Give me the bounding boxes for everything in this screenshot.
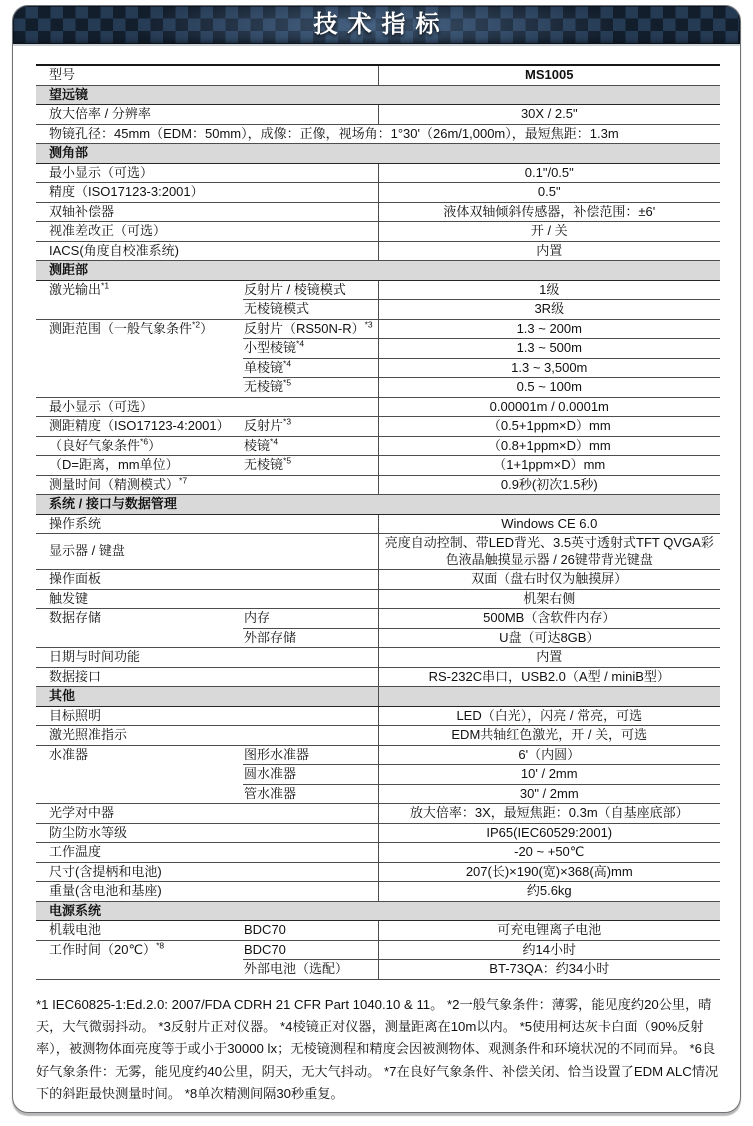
spec-value: 0.1"/0.5" (378, 163, 720, 183)
spec-sublabel: 反射片（RS50N-R）$^{*3}$ (243, 319, 378, 339)
spec-row (36, 456, 720, 476)
spec-value: 207(长)×190(宽)×368(高)mm (378, 862, 720, 882)
spec-label: 激光照准指示 (36, 726, 378, 746)
spec-row (36, 706, 720, 726)
spec-value: （0.5+1ppm×D）mm (378, 417, 720, 437)
section-row (36, 261, 720, 281)
spec-row (36, 163, 720, 183)
spec-value: MS1005 (378, 65, 720, 85)
spec-label: 最小显示（可选） (36, 163, 378, 183)
spec-value: BT-73QA：约34小时 (378, 960, 720, 980)
spec-table (36, 64, 720, 980)
spec-label: 测距范围（一般气象条件$^{*2}$） (36, 319, 243, 397)
spec-row (36, 648, 720, 668)
spec-label: 尺寸(含提柄和电池) (36, 862, 378, 882)
spec-value: 30" / 2mm (378, 784, 720, 804)
spec-label: 视准差改正（可选） (36, 222, 378, 242)
spec-value: 可充电锂离子电池 (378, 921, 720, 941)
spec-row (36, 843, 720, 863)
spec-value: IP65(IEC60529:2001) (378, 823, 720, 843)
spec-label: 工作时间（20℃）$^{*8}$ (36, 940, 243, 979)
spec-label: 工作温度 (36, 843, 378, 863)
spec-label: 目标照明 (36, 706, 378, 726)
spec-sublabel: 反射片 / 棱镜模式 (243, 280, 378, 300)
spec-row (36, 65, 720, 85)
spec-row (36, 183, 720, 203)
spec-label: 操作面板 (36, 570, 378, 590)
spec-row (36, 921, 720, 941)
footnote-marker: *1 (101, 280, 110, 291)
spec-value: 6'（内圆） (378, 745, 720, 765)
spec-value: 500MB（含软件内存） (378, 609, 720, 629)
spec-row (36, 726, 720, 746)
spec-row (36, 475, 720, 495)
spec-sublabel: 棱镜$^{*4}$ (243, 436, 378, 456)
section-header: 测距部 (36, 261, 720, 281)
section-header: 其他 (36, 687, 378, 707)
spec-row (36, 222, 720, 242)
spec-label: 精度（ISO17123-3:2001） (36, 183, 378, 203)
spec-value: 内置 (378, 648, 720, 668)
footnote-marker: *4 (270, 436, 279, 447)
section-header: 测角部 (36, 144, 720, 164)
footnote-marker: *6 (140, 436, 149, 447)
spec-value: 机架右侧 (378, 589, 720, 609)
footnotes: *1 IEC60825-1:Ed.2.0: 2007/FDA CDRH 21 CFR Part 1040.10 & 11。 *2一般气象条件：薄雾，能见度约20公里，晴天，大气微弱抖动。 *3反射片正对仪器。 *4棱镜正对仪器，测量距离在10m以内。 *5使用柯达灰卡白面（90%反射率），被测物体面亮度等于或小于30000 lx；无棱镜测程和精度会因被测物体、观测条件和环境状况的不同而异。 *6良好气象条件：无雾，能见度约40公里，阴天，无大气抖动。 *7在良好气象条件、补偿关闭、恰当设置了EDM ALC情况下的斜距最快测量时间。 *8单次精测间隔30秒重复。 (36, 996, 719, 1102)
spec-row (36, 436, 720, 456)
spec-label: 测量时间（精测模式）$^{*7}$ (36, 475, 378, 495)
section-header: 望远镜 (36, 85, 720, 105)
spec-label: （良好气象条件$^{*6}$） (36, 436, 243, 456)
spec-sublabel: 管水准器 (243, 784, 378, 804)
spec-value: 约5.6kg (378, 882, 720, 902)
spec-value: 开 / 关 (378, 222, 720, 242)
spec-label: 日期与时间功能 (36, 648, 378, 668)
spec-value: （1+1ppm×D）mm (378, 456, 720, 476)
spec-row (36, 534, 720, 570)
section-header: 系统 / 接口与数据管理 (36, 495, 720, 515)
spec-value: 0.00001m / 0.0001m (378, 397, 720, 417)
spec-row (36, 397, 720, 417)
spec-value: 1.3 ~ 500m (378, 339, 720, 359)
spec-value: 3R级 (378, 300, 720, 320)
spec-sublabel: 无棱镜$^{*5}$ (243, 378, 378, 398)
footnote-marker: *3 (364, 319, 373, 330)
page-title: 技术指标 (313, 11, 450, 38)
spec-sublabel: BDC70 (243, 940, 378, 960)
spec-value: 内置 (378, 241, 720, 261)
spec-label: 重量(含电池和基座) (36, 882, 378, 902)
spec-label: 光学对中器 (36, 804, 378, 824)
section-row (36, 495, 720, 515)
spec-value: 0.5 ~ 100m (378, 378, 720, 398)
spec-fullrow: 物镜孔径：45mm（EDM：50mm），成像：正像，视场角：1°30'（26m/1,000m），最短焦距：1.3m (36, 124, 720, 144)
spec-value: 1.3 ~ 200m (378, 319, 720, 339)
section-header: 电源系统 (36, 901, 720, 921)
spec-sublabel: 外部存储 (243, 628, 378, 648)
spec-sublabel: 反射片$^{*3}$ (243, 417, 378, 437)
spec-value: 液体双轴倾斜传感器，补偿范围：±6' (378, 202, 720, 222)
spec-row (36, 280, 720, 300)
footnote-marker: *8 (156, 940, 165, 951)
spec-label: 双轴补偿器 (36, 202, 378, 222)
spec-label: 激光输出$^{*1}$ (36, 280, 243, 319)
spec-value: （0.8+1ppm×D）mm (378, 436, 720, 456)
spec-row (36, 589, 720, 609)
section-row (36, 85, 720, 105)
spec-row (36, 804, 720, 824)
spec-row (36, 940, 720, 960)
spec-value: 30X / 2.5" (378, 105, 720, 125)
header-banner (13, 6, 740, 46)
section-row (36, 144, 720, 164)
spec-label: 最小显示（可选） (36, 397, 378, 417)
spec-value: 0.9秒(初次1.5秒) (378, 475, 720, 495)
footnote-marker: *7 (179, 475, 188, 486)
spec-row (36, 417, 720, 437)
spec-value: -20 ~ +50℃ (378, 843, 720, 863)
footnote-marker: *5 (283, 377, 292, 388)
spec-row (36, 105, 720, 125)
spec-value: 1级 (378, 280, 720, 300)
spec-label: 机载电池 (36, 921, 243, 941)
spec-row (36, 241, 720, 261)
spec-sublabel: 单棱镜$^{*4}$ (243, 358, 378, 378)
spec-sublabel: 无棱镜$^{*5}$ (243, 456, 378, 476)
spec-label: 测距精度（ISO17123-4:2001） (36, 417, 243, 437)
spec-value: 0.5" (378, 183, 720, 203)
spec-row (36, 570, 720, 590)
spec-row (36, 862, 720, 882)
spec-value: 约14小时 (378, 940, 720, 960)
spec-sheet-card (12, 5, 741, 1113)
spec-sublabel: 内存 (243, 609, 378, 629)
spec-label: 放大倍率 / 分辨率 (36, 105, 378, 125)
spec-row (36, 667, 720, 687)
spec-label: 防尘防水等级 (36, 823, 378, 843)
spec-value: Windows CE 6.0 (378, 514, 720, 534)
spec-row (36, 124, 720, 144)
footnote-marker: *2 (192, 319, 201, 330)
spec-value: 10' / 2mm (378, 765, 720, 785)
spec-label: IACS(角度自校准系统) (36, 241, 378, 261)
spec-sublabel: 小型棱镜$^{*4}$ (243, 339, 378, 359)
spec-row (36, 882, 720, 902)
spec-sublabel: 无棱镜模式 (243, 300, 378, 320)
spec-row (36, 745, 720, 765)
spec-label: 数据存储 (36, 609, 243, 648)
spec-sublabel: 外部电池（选配） (243, 960, 378, 980)
footnote-marker: *3 (283, 416, 292, 427)
footnote-marker: *4 (283, 358, 292, 369)
spec-value: EDM共轴红色激光，开 / 关，可选 (378, 726, 720, 746)
footnote-marker: *5 (283, 455, 292, 466)
footnote-marker: *4 (296, 338, 305, 349)
spec-label: 数据接口 (36, 667, 378, 687)
spec-label: 型号 (36, 65, 378, 85)
spec-value: RS-232C串口，USB2.0（A型 / miniB型） (378, 667, 720, 687)
spec-row (36, 202, 720, 222)
spec-label: 触发键 (36, 589, 378, 609)
section-row (36, 687, 720, 707)
spec-value: 双面（盘右时仅为触摸屏） (378, 570, 720, 590)
spec-row (36, 514, 720, 534)
spec-row (36, 823, 720, 843)
spec-value: 放大倍率：3X，最短焦距：0.3m（自基座底部） (378, 804, 720, 824)
spec-label: 显示器 / 键盘 (36, 534, 378, 570)
section-row (36, 901, 720, 921)
spec-row (36, 609, 720, 629)
spec-label: 水准器 (36, 745, 243, 804)
spec-sublabel: 图形水准器 (243, 745, 378, 765)
spec-sublabel: 圆水准器 (243, 765, 378, 785)
section-header-value-cell (378, 687, 720, 707)
spec-value: 亮度自动控制、带LED背光、3.5英寸透射式TFT QVGA彩色液晶触摸显示器 / 26键带背光键盘 (378, 534, 720, 570)
spec-sublabel: BDC70 (243, 921, 378, 941)
spec-label: 操作系统 (36, 514, 378, 534)
spec-row (36, 319, 720, 339)
spec-value: 1.3 ~ 3,500m (378, 358, 720, 378)
spec-value: U盘（可达8GB） (378, 628, 720, 648)
spec-label: （D=距离，mm单位） (36, 456, 243, 476)
spec-value: LED（白光），闪亮 / 常亮，可选 (378, 706, 720, 726)
